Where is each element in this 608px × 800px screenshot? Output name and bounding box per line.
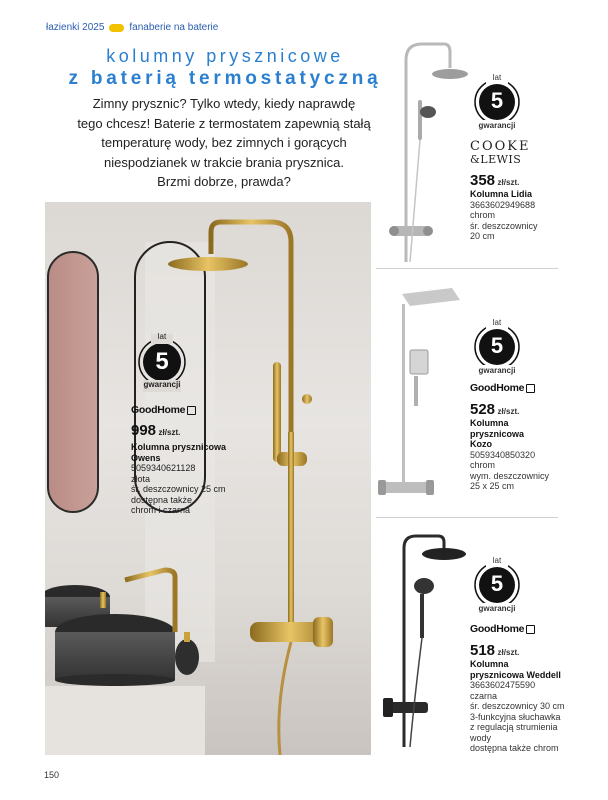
product-detail: 25 x 25 cm xyxy=(470,481,515,491)
badge-number: 5 xyxy=(490,333,504,358)
house-icon xyxy=(187,406,196,415)
badge-bottom-text: gwarancji xyxy=(478,604,516,613)
page-title-line2: z baterią termostatyczną xyxy=(68,68,382,89)
badge-bottom-text: gwarancji xyxy=(143,380,181,389)
product-ean: 5059340850320 xyxy=(470,449,536,460)
product-detail: z regulacją strumienia xyxy=(470,722,558,732)
product-detail: 3-funkcyjna słuchawka xyxy=(470,711,561,722)
page-number: 150 xyxy=(44,770,60,780)
product-detail: 20 cm xyxy=(470,231,495,241)
product-detail: wym. deszczownicy xyxy=(470,470,550,481)
featured-brand xyxy=(131,405,196,416)
featured-name xyxy=(131,442,226,463)
featured-name-line: Owens xyxy=(131,452,161,463)
featured-detail: śr. deszczownicy 25 cm xyxy=(131,484,226,494)
intro-text xyxy=(40,94,408,192)
brand-name: GoodHome xyxy=(470,623,525,635)
house-icon xyxy=(526,384,535,393)
featured-price: 998 xyxy=(131,422,157,439)
featured-details xyxy=(131,463,226,516)
badge-top-text: lat xyxy=(492,318,502,327)
brand-line: &LEWIS xyxy=(470,153,522,166)
product-name: Kozo xyxy=(470,439,492,449)
product-detail: wody xyxy=(470,732,492,743)
cooke-lewis-logo xyxy=(470,140,530,166)
product-detail: śr. deszczownicy 30 cm xyxy=(470,701,565,711)
badge-top-text: lat xyxy=(492,73,502,82)
product-lidia xyxy=(470,172,538,242)
badge-number: 5 xyxy=(155,348,169,375)
badge-top-text: lat xyxy=(157,332,167,341)
product-detail: czarna xyxy=(470,690,498,701)
featured-ean: 5059340621128 xyxy=(131,463,196,473)
badge-bottom-text: gwarancji xyxy=(478,121,516,130)
product-name: Kolumna Lidia xyxy=(470,189,533,199)
breadcrumb xyxy=(46,22,218,33)
badge-number: 5 xyxy=(490,571,504,596)
product-kozo xyxy=(470,401,549,492)
price-unit: zł/szt. xyxy=(497,178,520,187)
goodhome-logo xyxy=(470,383,535,394)
badge-bottom-text: gwarancji xyxy=(478,366,516,375)
shower-lidia-image xyxy=(380,30,470,270)
featured-detail: złota xyxy=(131,473,151,484)
product-name: prysznicowa xyxy=(470,428,525,439)
product-name: Kolumna xyxy=(470,659,509,669)
shower-weddell-image xyxy=(380,522,470,758)
price: 358 xyxy=(470,172,496,189)
featured-price-block xyxy=(131,422,180,439)
price: 528 xyxy=(470,401,496,418)
divider xyxy=(376,268,558,269)
house-icon xyxy=(526,625,535,634)
product-name: prysznicowa Weddell xyxy=(470,669,561,680)
product-detail: dostępna także chrom xyxy=(470,743,559,753)
intro-line: Zimny prysznic? Tylko wtedy, kiedy naprawdę xyxy=(92,96,356,111)
product-name: Kolumna xyxy=(470,418,509,428)
product-weddell xyxy=(470,642,565,754)
featured-name-line: Kolumna prysznicowa xyxy=(131,442,227,452)
product-detail: chrom xyxy=(470,460,496,470)
brand-name: GoodHome xyxy=(470,382,525,394)
brand-line: COOKE xyxy=(470,139,531,154)
intro-line: Brzmi dobrze, prawda? xyxy=(157,174,291,189)
intro-line: tego chcesz! Baterie z termostatem zapewnią stałą xyxy=(77,115,371,131)
breadcrumb-separator-icon xyxy=(109,24,124,32)
product-detail: chrom xyxy=(470,210,496,220)
page-title-line1: kolumny prysznicowe xyxy=(106,46,344,66)
price: 518 xyxy=(470,642,496,659)
featured-detail: dostępna także xyxy=(131,494,193,505)
divider xyxy=(376,517,558,518)
price-unit: zł/szt. xyxy=(497,407,520,416)
badge-top-text: lat xyxy=(492,556,502,565)
product-detail: śr. deszczownicy xyxy=(470,220,538,231)
featured-unit: zł/szt. xyxy=(158,428,181,437)
price-unit: zł/szt. xyxy=(497,648,520,657)
intro-line: niespodzianek w trakcie brania prysznica. xyxy=(104,154,344,170)
badge-number: 5 xyxy=(490,88,504,113)
breadcrumb-topic: fanaberie na baterie xyxy=(129,22,219,33)
product-ean: 3663602949688 xyxy=(470,199,536,210)
breadcrumb-section: łazienki 2025 xyxy=(46,22,105,33)
product-ean: 3663602475590 xyxy=(470,680,536,690)
goodhome-logo: GoodHome xyxy=(131,405,196,416)
bathroom-photo xyxy=(45,202,371,755)
featured-detail: chrom i czarna xyxy=(131,505,191,515)
intro-line: temperaturę wody, bez zimnych i gorących xyxy=(101,135,347,150)
goodhome-logo xyxy=(470,624,535,635)
shower-kozo-image xyxy=(374,282,464,502)
